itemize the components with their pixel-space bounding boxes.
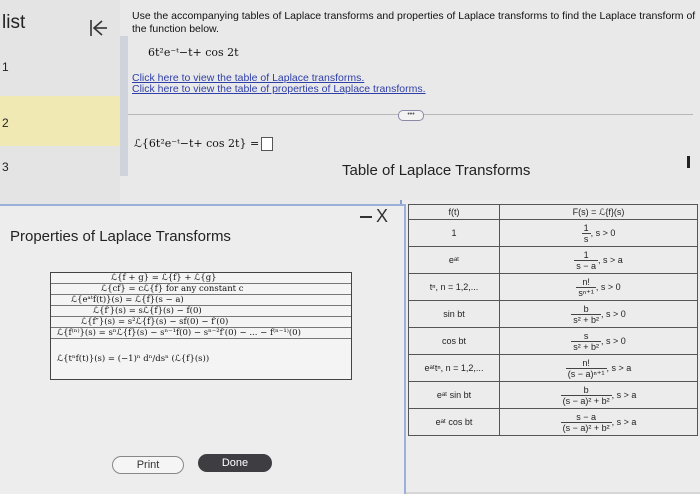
- table-row: [409, 382, 698, 409]
- question-item-1[interactable]: [0, 60, 120, 90]
- properties-window: [0, 204, 406, 494]
- question-function: 6t²e⁻ᵗ−t+ cos 2t: [148, 46, 239, 59]
- table-row: [409, 355, 698, 382]
- condition: , s > 0: [601, 308, 626, 319]
- laplace-properties-link[interactable]: Click here to view the table of properties of Laplace transforms.: [132, 83, 426, 95]
- f-cell: cos bt: [409, 328, 500, 355]
- property-row: ℒ{f″}(s) = s²ℒ{f}(s) − sf(0) − f′(0): [51, 317, 351, 328]
- denominator: s − a: [576, 260, 596, 271]
- f-cell: 1: [409, 220, 500, 247]
- numerator: n!: [576, 277, 596, 288]
- properties-table: [50, 272, 352, 380]
- question-instructions: Use the accompanying tables of Laplace transforms and properties of Laplace transforms to find the Laplace transform of the function below.: [132, 10, 696, 35]
- F-cell: [500, 220, 698, 247]
- answer-prefix: ℒ{6t²e⁻ᵗ−t+ cos 2t} =: [134, 137, 260, 150]
- F-cell: [500, 328, 698, 355]
- numerator: n!: [566, 358, 607, 369]
- header-F: F(s) = ℒ{f}(s): [500, 205, 698, 220]
- denominator: s: [583, 233, 589, 244]
- denominator: s² + b²: [573, 314, 599, 325]
- condition: , s > a: [611, 416, 637, 427]
- table-row: [409, 301, 698, 328]
- denominator: sⁿ⁺¹: [578, 287, 594, 298]
- question-number: 2: [2, 116, 9, 130]
- condition: , s > 0: [595, 281, 621, 292]
- denominator: s² + b²: [573, 341, 599, 352]
- print-button[interactable]: Print: [112, 456, 184, 474]
- numerator: b: [561, 385, 612, 396]
- numerator: 1: [574, 250, 598, 261]
- property-row: ℒ{eᵃᵗf(t)}(s) = ℒ{f}(s − a): [51, 295, 351, 306]
- scrollbar[interactable]: [120, 36, 128, 176]
- denominator: (s − a)ⁿ⁺¹: [567, 368, 605, 379]
- more-options-icon[interactable]: •••: [398, 110, 424, 121]
- property-row: ℒ{f⁽ⁿ⁾}(s) = sⁿℒ{f}(s) − sⁿ⁻¹f(0) − sⁿ⁻²f′(0) − ... − f⁽ⁿ⁻¹⁾(0): [51, 328, 351, 339]
- close-icon[interactable]: X: [376, 206, 389, 226]
- panel-marker: [687, 156, 690, 168]
- F-cell: [500, 355, 698, 382]
- answer-line: [134, 137, 273, 151]
- numerator: s − a: [561, 412, 612, 423]
- f-cell: eᵃᵗ: [409, 247, 500, 274]
- numerator: s: [571, 331, 601, 342]
- collapse-list-icon[interactable]: [86, 16, 110, 40]
- denominator: (s − a)² + b²: [562, 422, 610, 433]
- question-number: 3: [2, 160, 9, 174]
- table-row: [409, 247, 698, 274]
- f-cell: eᵃᵗ sin bt: [409, 382, 500, 409]
- done-button[interactable]: Done: [198, 454, 272, 472]
- table-row: [409, 328, 698, 355]
- laplace-table-title: Table of Laplace Transforms: [342, 162, 531, 179]
- condition: , s > 0: [601, 335, 626, 346]
- f-cell: eᵃᵗ cos bt: [409, 409, 500, 436]
- list-title: list: [2, 12, 26, 33]
- question-number: 1: [2, 60, 9, 74]
- numerator: b: [571, 304, 601, 315]
- numerator: 1: [583, 222, 589, 233]
- table-row: [409, 220, 698, 247]
- f-cell: eᵃᵗtⁿ, n = 1,2,...: [409, 355, 500, 382]
- denominator: (s − a)² + b²: [562, 395, 610, 406]
- F-cell: [500, 274, 698, 301]
- answer-input[interactable]: [261, 137, 273, 151]
- property-row: ℒ{cf} = cℒ{f} for any constant c: [51, 284, 351, 295]
- table-row: [409, 409, 698, 436]
- condition: , s > a: [611, 389, 637, 400]
- property-row: ℒ{f + g} = ℒ{f} + ℒ{g}: [51, 273, 351, 284]
- header-f: f(t): [409, 205, 500, 220]
- F-cell: [500, 409, 698, 436]
- minimize-icon[interactable]: [360, 216, 372, 218]
- condition: , s > a: [606, 362, 632, 373]
- F-cell: [500, 247, 698, 274]
- laplace-table-link[interactable]: Click here to view the table of Laplace transforms.: [132, 72, 365, 84]
- properties-title: Properties of Laplace Transforms: [10, 228, 231, 245]
- condition: , s > 0: [590, 227, 616, 238]
- question-item-3[interactable]: [0, 150, 120, 190]
- F-cell: [500, 301, 698, 328]
- property-row: ℒ{tⁿf(t)}(s) = (−1)ⁿ dⁿ/dsⁿ (ℒ{f}(s)): [57, 354, 210, 364]
- table-header-row: [409, 205, 698, 220]
- F-cell: [500, 382, 698, 409]
- condition: , s > a: [598, 254, 623, 265]
- f-cell: sin bt: [409, 301, 500, 328]
- table-row: [409, 274, 698, 301]
- property-row: ℒ{f′}(s) = sℒ{f}(s) − f(0): [51, 306, 351, 317]
- f-cell: tⁿ, n = 1,2,...: [409, 274, 500, 301]
- question-item-2[interactable]: [0, 96, 120, 146]
- laplace-table-window: [400, 200, 700, 492]
- laplace-table: [408, 204, 698, 436]
